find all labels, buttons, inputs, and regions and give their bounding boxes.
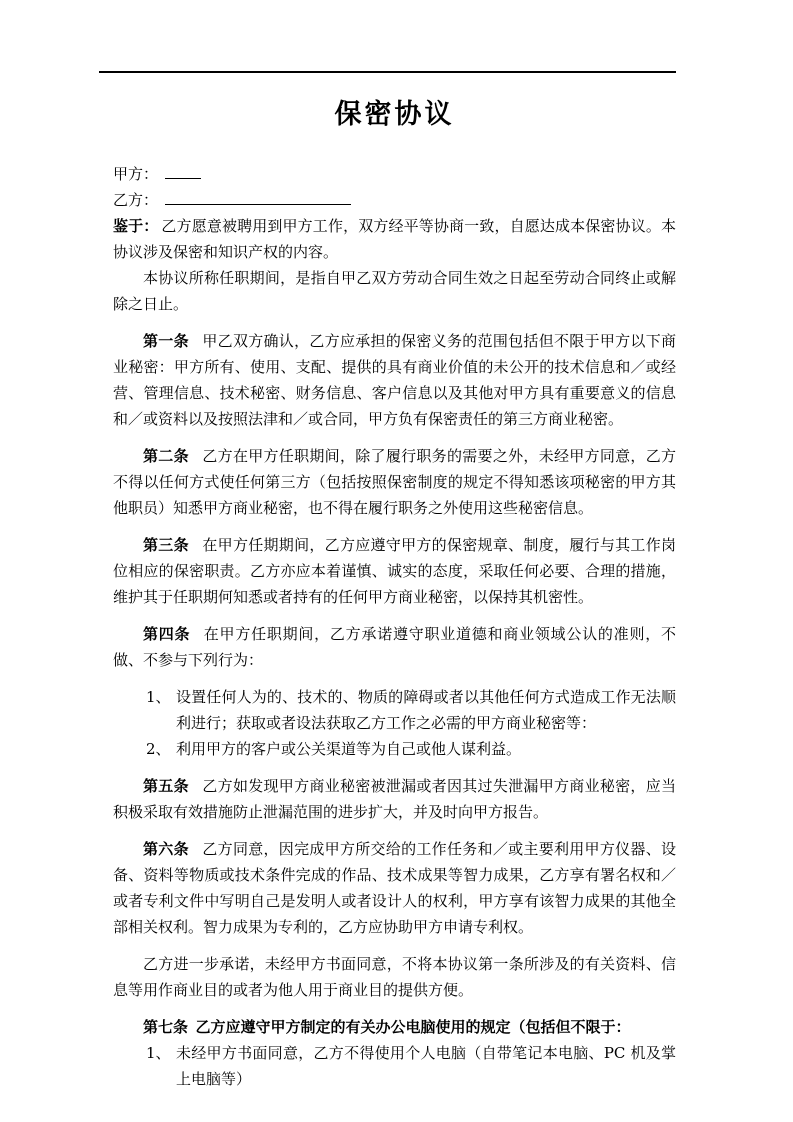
document-title: 保密协议	[334, 99, 455, 130]
preamble-text: 乙方愿意被聘用到甲方工作，双方经平等协商一致，自愿达成本保密协议。本协议涉及保密和知识产权的内容。	[113, 217, 676, 261]
preamble-lead: 鉴于：	[113, 217, 159, 235]
further-promise-paragraph: 乙方进一步承诺，未经甲方书面同意，不将本协议第一条所涉及的有关资料、信息等用作商业目的或者为他人用于商业目的提供方便。	[113, 955, 676, 999]
party-a-line	[113, 161, 676, 187]
list-item-text: 未经甲方书面同意，乙方不得使用个人电脑（自带笔记本电脑、PC 机及掌上电脑等）	[176, 1044, 676, 1088]
article-6-lead: 第六条	[143, 840, 189, 858]
preamble-paragraph	[113, 213, 676, 265]
article-5-lead: 第五条	[143, 777, 189, 795]
article-2-lead: 第二条	[143, 447, 189, 465]
article-4-paragraph	[113, 621, 676, 673]
article-7-lead: 第七条	[143, 1018, 189, 1036]
article-3-lead: 第三条	[143, 536, 189, 554]
article-2-text: 乙方在甲方任职期间，除了履行职务的需要之外，未经甲方同意，乙方不得以任何方式使任何第三方（包括按照保密制度的规定不得知悉该项秘密的甲方其他职员）知悉甲方商业秘密，也不得在履行职务之外使用这些秘密信息。	[113, 447, 676, 517]
article-5-paragraph	[113, 773, 676, 825]
article-6-text: 乙方同意，因完成甲方所交给的工作任务和／或主要利用甲方仪器、设备、资料等物质或技术条件完成的作品、技术成果等智力成果，乙方享有署名权和／或者专利文件中写明自己是发明人或者设计人的权利，甲方享有该智力成果的其他全部相关权利。智力成果为专利的，乙方应协助甲方申请专利权。	[113, 840, 676, 936]
list-item-text: 设置任何人为的、技术的、物质的障碍或者以其他任何方式造成工作无法顺利进行；获取或者设法获取乙方工作之必需的甲方商业秘密等：	[176, 688, 676, 732]
article-3-paragraph	[113, 532, 676, 610]
list-item-number: 1、	[146, 688, 171, 706]
article-3-text: 在甲方任期期间，乙方应遵守甲方的保密规章、制度，履行与其工作岗位相应的保密职责。乙方亦应本着谨慎、诚实的态度，采取任何必要、合理的措施，维护其于任职期何知悉或者持有的任何甲方商业秘密，以保持其机密性。	[113, 536, 676, 606]
list-item-number: 1、	[146, 1044, 171, 1062]
article-2-paragraph	[113, 443, 676, 521]
list-item-number: 2、	[146, 740, 171, 758]
party-a-label: 甲方：	[113, 165, 159, 183]
list-item	[113, 736, 676, 762]
list-item	[113, 684, 676, 736]
party-b-line	[113, 187, 676, 213]
article-4-list	[113, 684, 676, 762]
article-7-text: 乙方应遵守甲方制定的有关办公电脑使用的规定（包括但不限于：	[195, 1018, 631, 1036]
article-4-lead: 第四条	[143, 625, 191, 643]
article-6-paragraph	[113, 836, 676, 940]
list-item	[113, 1040, 676, 1092]
article-1-paragraph	[113, 328, 676, 432]
document-content	[113, 0, 676, 1092]
parties-block	[113, 161, 676, 213]
party-b-label: 乙方：	[113, 191, 159, 209]
term-definition-paragraph: 本协议所称任职期间，是指自甲乙双方劳动合同生效之日起至劳动合同终止或解除之日止。	[113, 269, 676, 313]
article-7-paragraph	[113, 1014, 676, 1040]
article-1-text: 甲乙双方确认，乙方应承担的保密义务的范围包括但不限于甲方以下商业秘密：甲方所有、使用、支配、提供的具有商业价值的未公开的技术信息和／或经营、管理信息、技术秘密、财务信息、客户信息以及其他对甲方具有重要意义的信息和／或资料以及按照法津和／或合同，甲方负有保密责任的第三方商业秘密。	[113, 332, 676, 428]
article-1-lead: 第一条	[143, 332, 189, 350]
article-4-text: 在甲方任职期间，乙方承诺遵守职业道德和商业领域公认的准则，不做、不参与下列行为：	[113, 625, 676, 669]
list-item-text: 利用甲方的客户或公关渠道等为自己或他人谋利益。	[176, 740, 522, 758]
party-b-blank-field[interactable]	[165, 190, 351, 205]
article-5-text: 乙方如发现甲方商业秘密被泄漏或者因其过失泄漏甲方商业秘密，应当积极采取有效措施防止泄漏范围的进步扩大，并及时向甲方报告。	[113, 777, 676, 821]
party-a-blank-field[interactable]	[165, 164, 201, 179]
article-7-list	[113, 1040, 676, 1092]
